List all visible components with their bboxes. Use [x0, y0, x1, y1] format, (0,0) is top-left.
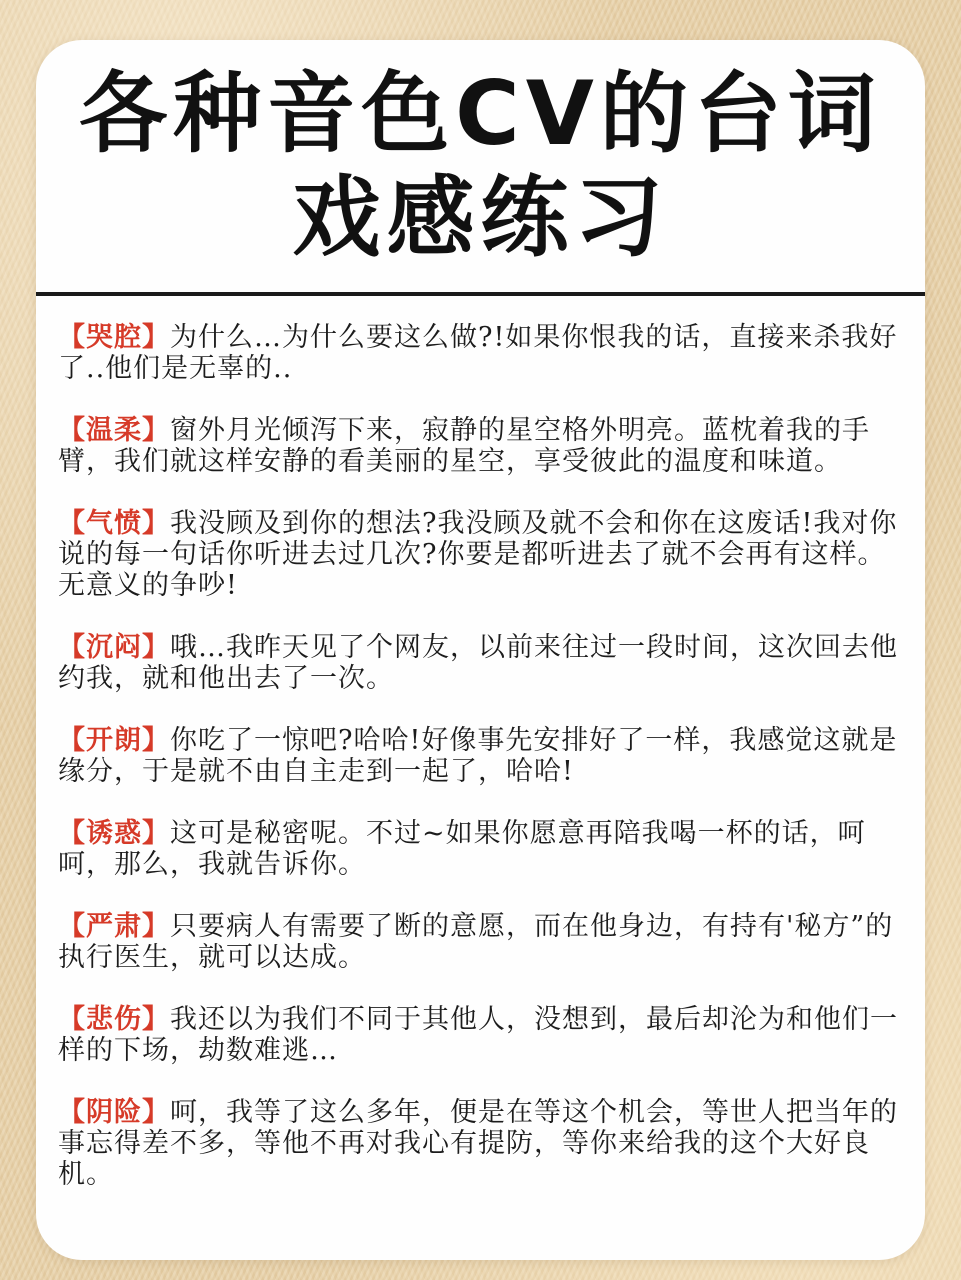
page-title — [36, 62, 925, 270]
tone-tag: 【严肃】 — [58, 911, 170, 942]
dialogue-entry-serious — [58, 911, 908, 973]
dialogue-entry-sinister — [58, 1097, 908, 1190]
tone-tag: 【哭腔】 — [58, 322, 170, 353]
dialogue-entry-crying — [58, 322, 908, 384]
tone-tag: 【诱惑】 — [58, 818, 170, 849]
dialogue-text: 这可是秘密呢。不过~如果你愿意再陪我喝一杯的话，呵呵，那么，我就告诉你。 — [58, 818, 866, 880]
dialogue-entry-cheerful — [58, 725, 908, 787]
tone-tag: 【开朗】 — [58, 725, 170, 756]
dialogue-text: 你吃了一惊吧?哈哈!好像事先安排好了一样，我感觉这就是缘分，于是就不由自主走到一起了，哈哈! — [58, 725, 898, 787]
tone-tag: 【沉闷】 — [58, 632, 170, 663]
tone-tag: 【悲伤】 — [58, 1004, 170, 1035]
dialogue-text: 窗外月光倾泻下来，寂静的星空格外明亮。蓝枕着我的手臂，我们就这样安静的看美丽的星空，享受彼此的温度和味道。 — [58, 415, 870, 477]
dialogue-entry-sad — [58, 1004, 908, 1066]
title-line-1: 各种音色CV的台词 — [79, 62, 882, 165]
dialogue-entry-gentle — [58, 415, 908, 477]
dialogue-text: 我还以为我们不同于其他人，没想到，最后却沦为和他们一样的下场，劫数难逃… — [58, 1004, 898, 1066]
tone-tag: 【温柔】 — [58, 415, 170, 446]
dialogue-text: 哦…我昨天见了个网友，以前来往过一段时间，这次回去他约我，就和他出去了一次。 — [58, 632, 898, 694]
tone-tag: 【气愤】 — [58, 508, 170, 539]
dialogue-text: 我没顾及到你的想法?我没顾及就不会和你在这废话!我对你说的每一句话你听进去过几次?你要是都听进去了就不会再有这样。无意义的争吵! — [58, 508, 898, 601]
tone-tag: 【阴险】 — [58, 1097, 170, 1128]
dialogue-text: 呵，我等了这么多年，便是在等这个机会，等世人把当年的事忘得差不多，等他不再对我心有提防，等你来给我的这个大好良机。 — [58, 1097, 898, 1190]
dialogue-list — [58, 322, 908, 1190]
dialogue-entry-angry — [58, 508, 908, 601]
dialogue-entry-gloomy — [58, 632, 908, 694]
dialogue-entry-seductive — [58, 818, 908, 880]
dialogue-text: 为什么…为什么要这么做?!如果你恨我的话，直接来杀我好了..他们是无辜的.. — [58, 322, 898, 384]
title-line-2: 戏感练习 — [292, 166, 669, 269]
title-divider — [36, 292, 925, 296]
content-card — [36, 40, 925, 1260]
dialogue-text: 只要病人有需要了断的意愿，而在他身边，有持有'秘方”的执行医生，就可以达成。 — [58, 911, 894, 973]
